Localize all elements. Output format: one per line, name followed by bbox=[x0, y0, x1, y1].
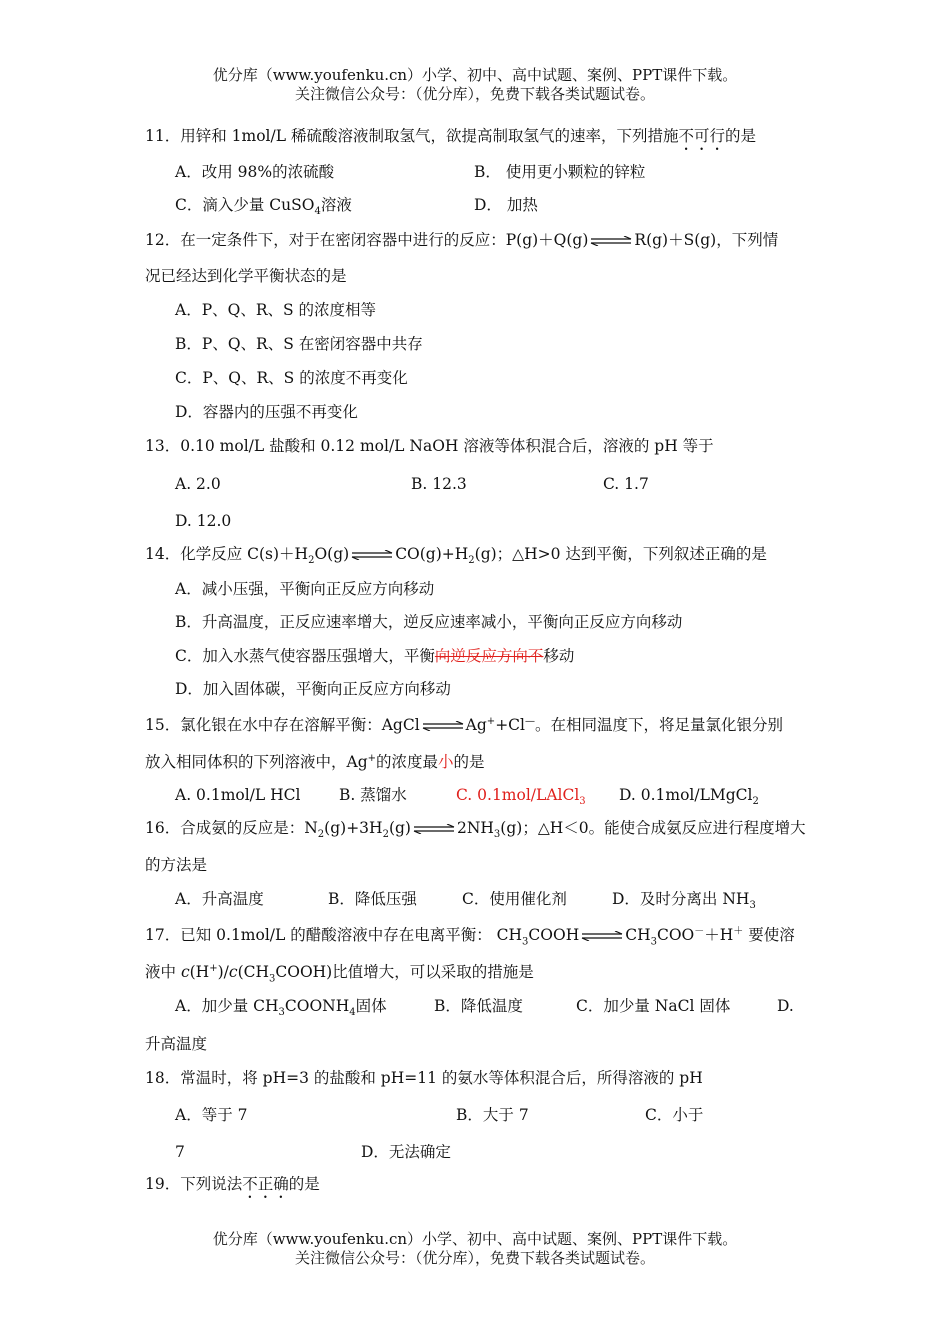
q12-option-d: D．容器内的压强不再变化 bbox=[175, 403, 358, 421]
equilibrium-arrow-icon bbox=[422, 721, 464, 731]
q14-option-b: B．升高温度，正反应速率增大，逆反应速率减小，平衡向正反应方向移动 bbox=[175, 613, 683, 631]
q14-option-a: A．减小压强，平衡向正反应方向移动 bbox=[175, 580, 435, 598]
q16-option-c: C．使用催化剂 bbox=[462, 890, 567, 908]
q17-stem-line1: 17．已知 0.1mol/L 的醋酸溶液中存在电离平衡： $CH_3COOH$ $CH_3COO^-+H^+$ 要使溶 bbox=[145, 926, 795, 948]
q11-emphasis: 不可行 bbox=[678, 127, 725, 145]
q17-option-d-continued: 升高温度 bbox=[145, 1035, 208, 1053]
q15-stem-line1: 15．氯化银在水中存在溶解平衡：AgCl Ag++Cl—。在相同温度下，将足量氯化银分别 bbox=[145, 716, 784, 735]
page-footer bbox=[0, 1230, 950, 1268]
q18-option-b: B．大于 7 bbox=[456, 1106, 529, 1124]
q14-option-c: C．加入水蒸气使容器压强增大，平衡向逆反应方向不移动 bbox=[175, 647, 575, 665]
q12-option-a: A．P、Q、R、S 的浓度相等 bbox=[175, 301, 377, 319]
equilibrium-arrow-icon bbox=[413, 824, 455, 834]
q18-option-d: D．无法确定 bbox=[361, 1143, 451, 1161]
q17-stem-line2: 液中 $c(H^+)/c(CH_3COOH)$比值增大，可以采取的措施是 bbox=[145, 963, 534, 985]
q11-stem: 11．用锌和 1mol/L 稀硫酸溶液制取氢气，欲提高制取氢气的速率，下列措施不可行的是 bbox=[145, 127, 756, 145]
q11-option-b: B． 使用更小颗粒的锌粒 bbox=[474, 163, 646, 181]
q18-option-c-continued: 7 bbox=[175, 1143, 185, 1161]
q15-stem-line2: 放入相同体积的下列溶液中，Ag+的浓度最小的是 bbox=[145, 753, 485, 772]
q16-option-b: B．降低压强 bbox=[328, 890, 417, 908]
q12-stem-line1: 12．在一定条件下，对于在密闭容器中进行的反应：P(g)＋Q(g) R(g)＋S(g)，下列情 bbox=[145, 231, 779, 249]
footer-line-1: 优分库（www.youfenku.cn）小学、初中、高中试题、案例、PPT课件下载。 bbox=[212, 1230, 738, 1248]
q15-option-d: D. 0.1mol/LMgCl$_2$ bbox=[619, 786, 759, 808]
equilibrium-arrow-icon bbox=[590, 236, 632, 246]
q13-option-b: B. 12.3 bbox=[411, 475, 467, 493]
q17-option-b: B．降低温度 bbox=[434, 997, 523, 1015]
q16-option-d: D．及时分离出 $NH_3$ bbox=[612, 890, 756, 912]
q12-stem-line2: 况已经达到化学平衡状态的是 bbox=[145, 267, 347, 285]
q14-option-d: D．加入固体碳，平衡向正反应方向移动 bbox=[175, 680, 451, 698]
tracked-change-deletion: 向逆反应方向不 bbox=[434, 647, 544, 665]
q13-stem: 13．0.10 mol/L 盐酸和 0.12 mol/L NaOH 溶液等体积混合后，溶液的 pH 等于 bbox=[145, 437, 714, 455]
q18-option-a: A．等于 7 bbox=[175, 1106, 248, 1124]
q18-stem: 18．常温时，将 pH=3 的盐酸和 pH=11 的氨水等体积混合后，所得溶液的 pH bbox=[145, 1069, 703, 1087]
q14-stem: 14．化学反应 $C(s)+H_2O(g)$ $CO(g)+H_2(g)$；△H>0 达到平衡，下列叙述正确的是 bbox=[145, 545, 767, 567]
q15-option-c: C. 0.1mol/LAlCl$_3$ bbox=[456, 786, 586, 808]
q19-stem: 19．下列说法不正确的是 bbox=[145, 1175, 320, 1193]
q17-option-d: D. bbox=[777, 997, 794, 1015]
q17-option-a: A．加少量 $CH_3COONH_4$固体 bbox=[175, 997, 387, 1019]
equilibrium-arrow-icon bbox=[581, 931, 623, 941]
q15-option-b: B. 蒸馏水 bbox=[339, 786, 407, 804]
q13-option-a: A. 2.0 bbox=[175, 475, 221, 493]
q11-option-d: D． 加热 bbox=[474, 196, 538, 214]
q16-stem-line2: 的方法是 bbox=[145, 856, 208, 874]
equilibrium-arrow-icon bbox=[351, 550, 393, 560]
footer-line-2: 关注微信公众号：（优分库），免费下载各类试题试卷。 bbox=[294, 1249, 655, 1267]
q16-stem-line1: 16．合成氨的反应是：$N_2(g)+3H_2(g)$ $2NH_3(g)$；△H＜0。能使合成氨反应进行程度增大 bbox=[145, 819, 806, 841]
header-line-1: 优分库（www.youfenku.cn）小学、初中、高中试题、案例、PPT课件下载。 bbox=[212, 66, 738, 84]
q17-option-c: C．加少量 NaCl 固体 bbox=[576, 997, 731, 1015]
tracked-change-insertion: 小 bbox=[438, 753, 454, 772]
q18-option-c: C．小于 bbox=[645, 1106, 704, 1124]
q15-option-a: A. 0.1mol/L HCl bbox=[175, 786, 301, 804]
page-header bbox=[0, 66, 950, 104]
q19-emphasis: 不正确 bbox=[242, 1175, 289, 1193]
q12-option-c: C．P、Q、R、S 的浓度不再变化 bbox=[175, 369, 408, 387]
q13-option-d: D. 12.0 bbox=[175, 512, 232, 530]
q12-option-b: B．P、Q、R、S 在密闭容器中共存 bbox=[175, 335, 423, 353]
q11-option-a: A．改用 98%的浓硫酸 bbox=[175, 163, 335, 181]
q13-option-c: C. 1.7 bbox=[603, 475, 649, 493]
header-line-2: 关注微信公众号：（优分库），免费下载各类试题试卷。 bbox=[294, 85, 655, 103]
q11-option-c: C．滴入少量 CuSO$_4$溶液 bbox=[175, 196, 352, 218]
q16-option-a: A．升高温度 bbox=[175, 890, 264, 908]
